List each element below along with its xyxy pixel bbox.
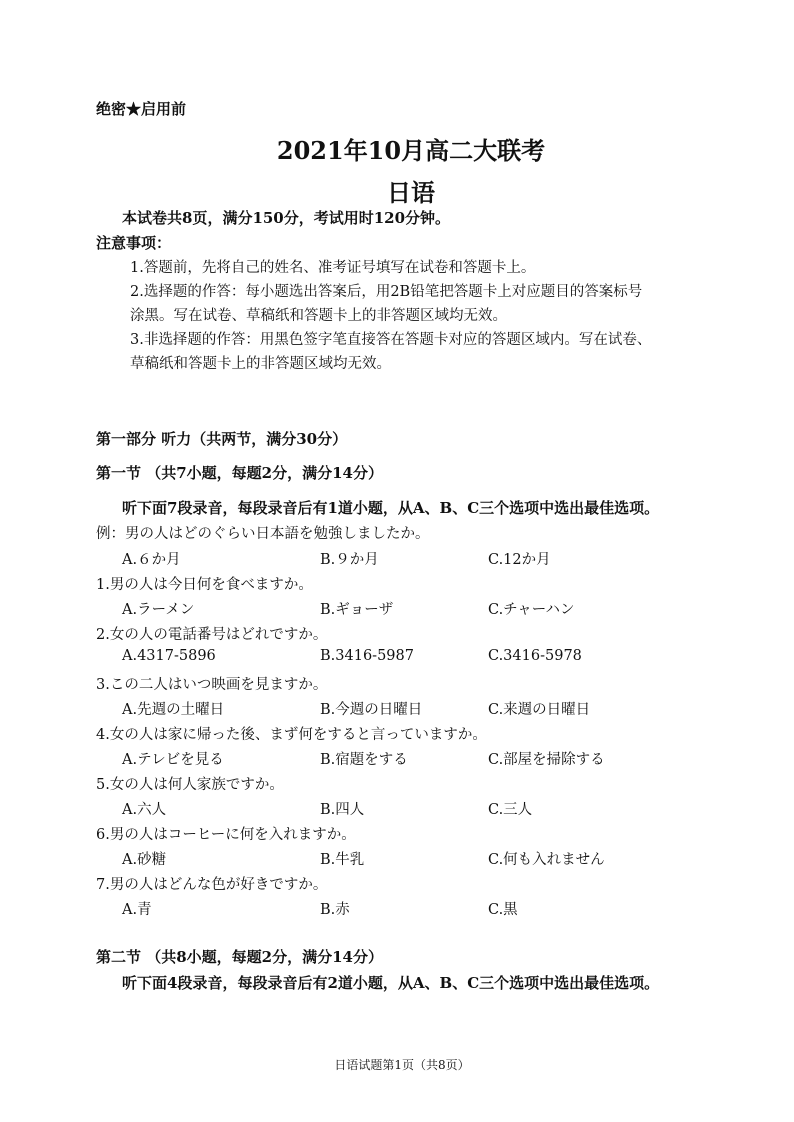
option-b: B.赤: [320, 902, 350, 918]
option-a: A.砂糖: [122, 852, 167, 868]
option-b: B.９か月: [320, 552, 379, 568]
option-b: B.牛乳: [320, 852, 365, 868]
note-line: 1.答题前，先将自己的姓名、准考证号填写在试卷和答题卡上。: [130, 260, 536, 276]
option-a: A.六人: [122, 802, 167, 818]
option-c: C.来週の日曜日: [488, 702, 591, 718]
option-c: C.部屋を掃除する: [488, 752, 605, 768]
option-c: C.三人: [488, 802, 533, 818]
note-line: 涂黑。写在试卷、草稿纸和答题卡上的非答题区域均无效。: [130, 308, 507, 324]
exam-subject: 日语: [387, 178, 435, 207]
option-c: C.黒: [488, 902, 518, 918]
option-a: A.青: [122, 902, 152, 918]
option-b: B.四人: [320, 802, 365, 818]
question-6: 6.男の人はコーヒーに何を入れますか。: [96, 827, 356, 843]
question-2: 2.女の人の電話番号はどれですか。: [96, 627, 328, 643]
part1-heading: 第一部分 听力（共两节，满分30分）: [96, 430, 348, 448]
option-a: A.ラーメン: [122, 602, 195, 618]
section2-instruction: 听下面4段录音，每段录音后有2道小题，从A、B、C三个选项中选出最佳选项。: [122, 974, 660, 992]
example-question: 例：男の人はどのぐらい日本語を勉強しましたか。: [96, 526, 430, 542]
note-line: 3.非选择题的作答：用黑色签字笔直接答在答题卡对应的答题区域内。写在试卷、: [130, 332, 652, 348]
note-line: 草稿纸和答题卡上的非答题区域均无效。: [130, 356, 391, 372]
option-b: B.宿題をする: [320, 752, 408, 768]
option-b: B.3416-5987: [320, 648, 414, 664]
exam-info: 本试卷共8页，满分150分，考试用时120分钟。: [122, 209, 451, 227]
confidential-label: 绝密★启用前: [96, 100, 187, 118]
option-a: A.4317-5896: [122, 648, 216, 664]
section1-heading: 第一节 （共7小题，每题2分，满分14分）: [96, 464, 383, 482]
exam-title: 2021年10月高二大联考: [276, 136, 546, 165]
question-4: 4.女の人は家に帰った後、まず何をすると言っていますか。: [96, 727, 487, 743]
question-1: 1.男の人は今日何を食べますか。: [96, 577, 313, 593]
notes-heading: 注意事项：: [96, 234, 172, 252]
option-c: C.チャーハン: [488, 602, 575, 618]
question-5: 5.女の人は何人家族ですか。: [96, 777, 284, 793]
option-a: A.先週の土曜日: [122, 702, 225, 718]
question-7: 7.男の人はどんな色が好きですか。: [96, 877, 328, 893]
option-c: C.12か月: [488, 552, 551, 568]
option-b: B.ギョーザ: [320, 602, 394, 618]
section2-heading: 第二节 （共8小题，每题2分，满分14分）: [96, 948, 383, 966]
option-a: A.テレビを見る: [122, 752, 224, 768]
option-c: C.3416-5978: [488, 648, 582, 664]
page-footer: 日语试题第1页（共8页）: [334, 1058, 470, 1072]
question-3: 3.この二人はいつ映画を見ますか。: [96, 677, 328, 693]
note-line: 2.选择题的作答：每小题选出答案后，用2B铅笔把答题卡上对应题目的答案标号: [130, 284, 643, 300]
option-b: B.今週の日曜日: [320, 702, 423, 718]
option-c: C.何も入れません: [488, 852, 605, 868]
section1-instruction: 听下面7段录音，每段录音后有1道小题，从A、B、C三个选项中选出最佳选项。: [122, 499, 660, 517]
option-a: A.６か月: [122, 552, 181, 568]
